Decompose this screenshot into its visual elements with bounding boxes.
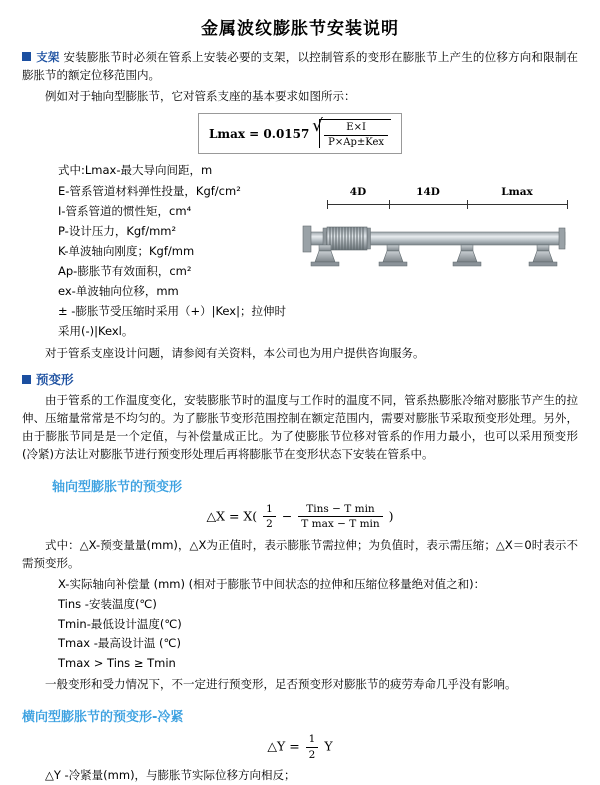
list-item: ± -膨胀节受压缩时采用（+）|Kex|；拉伸时采用(-)|Kexl。 xyxy=(58,304,286,339)
list-item: 式中:Lmax-最大导向间距，m xyxy=(58,163,213,178)
lmax-formula-lead: Lmax = 0.0157 xyxy=(208,126,310,141)
axial-predeform-heading: 轴向型膨胀节的预变形 xyxy=(52,479,183,495)
predeform-para-1: 由于管系的工作温度变化，安装膨胀节时的温度与工作时的温度不同，管系热膨胀冷缩对膨胀节产生的拉伸、压缩量常常是不均匀的。为了膨胀节变形范围控制在额定范围内，需要对膨胀节采取预变形处理。另外，由于膨胀节同是是一个定值，与补偿量成正比。为了使膨胀节位移对管系的作用力最小，也可以采用预变形(冷紧)方法让对膨胀节进行预变形处理后再将膨胀节在变形状态下安装在管系中。 xyxy=(22,393,578,461)
lateral-note: △Y -冷紧量(mm)，与膨胀节实际位移方向相反； xyxy=(45,768,296,783)
fraction-denominator: T max − T min xyxy=(301,518,380,531)
support-heading: 支架 xyxy=(36,50,60,64)
lmax-formula-box xyxy=(198,113,402,154)
axial-notes-intro: 式中：△X-预变量量(mm)，△X为正值时，表示膨胀节需拉伸；为负值时，表示需压缩；△X＝0时表示不需预变形。 xyxy=(22,537,578,570)
fraction-denominator: 2 xyxy=(266,518,273,531)
lmax-formula xyxy=(22,113,578,154)
one-half-fraction xyxy=(306,733,319,761)
blue-square-bullet-icon xyxy=(22,375,31,384)
list-item: Tmax > Tins ≥ Tmin xyxy=(58,655,176,670)
list-item: Tmax -最高设计温 (℃) xyxy=(58,636,181,651)
equation-lhs: △X = X( xyxy=(206,508,258,524)
support-closing-para: 对于管系支座设计问题，请参阅有关资料，本公司也为用户提供咨询服务。 xyxy=(45,345,425,360)
legend-and-drawing xyxy=(22,160,578,341)
support-section-intro xyxy=(22,49,578,85)
support-para-1: 安装膨胀节时必须在管系上安装必要的支架，以控制管系的变形在膨胀节上产生的位移方向和限制在膨胀节的额定位移范围内。 xyxy=(22,50,579,82)
fraction-numerator: 1 xyxy=(263,503,276,518)
dimension-tick xyxy=(567,200,568,209)
lmax-fraction xyxy=(324,122,388,148)
list-item: K-单波轴向刚度；Kgf/mm xyxy=(58,243,195,258)
list-item: P-设计压力，Kgf/mm² xyxy=(58,223,177,238)
blue-square-bullet-icon xyxy=(22,52,31,61)
sqrt-icon xyxy=(319,119,391,148)
dimension-segment xyxy=(389,204,467,205)
predeform-heading-label: 预变形 xyxy=(36,372,74,388)
dimension-label-14d: 14D xyxy=(416,186,440,199)
one-half-fraction xyxy=(263,503,276,531)
axial-closing-para: 一般变形和受力情况下，不一定进行预变形，足否预变形对膨胀节的疲劳寿命几乎没有影响。 xyxy=(45,677,517,692)
expansion-joint-diagram-icon xyxy=(301,210,569,276)
drawing-dimension-labels xyxy=(301,186,569,198)
lateral-predeform-equation xyxy=(22,733,578,761)
dimension-segment xyxy=(327,204,389,205)
dimension-label-4d: 4D xyxy=(349,186,367,199)
temperature-fraction xyxy=(298,503,382,531)
list-item: I-管系管道的惯性矩，cm⁴ xyxy=(58,203,192,218)
dimension-segment xyxy=(467,204,567,205)
predeform-section-heading xyxy=(22,370,578,388)
equation-rhs: Y xyxy=(324,738,333,754)
fraction-numerator: 1 xyxy=(306,733,319,748)
support-para-2: 例如对于轴向型膨胀节，它对管系支座的基本要求如图所示： xyxy=(45,88,356,103)
legend-list xyxy=(22,160,297,341)
axial-predeform-equation xyxy=(22,503,578,531)
document-page xyxy=(0,14,600,783)
equation-lhs: △Y = xyxy=(267,738,300,754)
dimension-label-lmax: Lmax xyxy=(501,186,533,199)
equation-minus-sign: − xyxy=(281,508,293,524)
lateral-predeform-heading: 横向型膨胀节的预变形-冷紧 xyxy=(22,709,184,725)
fraction-denominator: 2 xyxy=(308,748,316,761)
lmax-numerator: √ E×I xyxy=(324,122,388,136)
lmax-denominator: P×Ap±Kex xyxy=(328,136,385,148)
page-title: 金属波纹膨胀节安装说明 xyxy=(201,19,399,39)
piping-drawing xyxy=(301,186,569,286)
list-item: Tmin-最低设计温度(℃) xyxy=(58,616,182,631)
list-item: ex-单波轴向位移，mm xyxy=(58,284,179,299)
list-item: X-实际轴向补偿量 (mm) (相对于膨胀节中间状态的拉伸和压缩位移量绝对值之和)： xyxy=(58,577,486,592)
equation-rhs: ) xyxy=(388,508,394,524)
list-item: E-管系管道材料弹性投量，Kgf/cm² xyxy=(58,183,241,198)
dimension-lines xyxy=(327,200,565,210)
piping-drawing-container xyxy=(297,160,578,286)
list-item: Tins -安装温度(℃) xyxy=(58,596,157,611)
list-item: Ap-膨胀节有效面积，cm² xyxy=(58,264,192,279)
fraction-numerator: Tins − T min xyxy=(298,503,382,518)
